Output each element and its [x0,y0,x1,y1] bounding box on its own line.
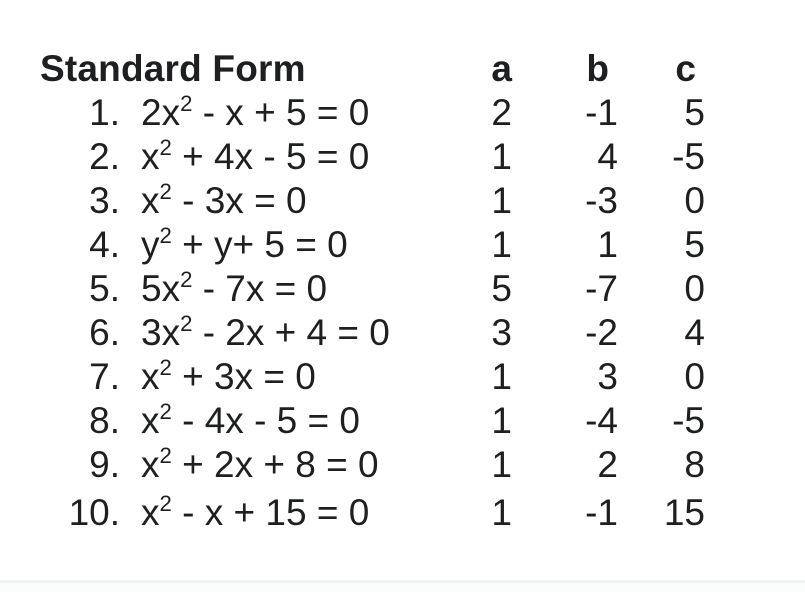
table-row [0,91,805,135]
equation [120,223,450,267]
equation [120,179,450,223]
value-b: -4 [585,400,618,441]
value-a: 2 [491,92,512,133]
row-number: 7. [89,356,120,397]
table-row [0,311,805,355]
equation-exponent: 2 [159,491,172,517]
value-a: 5 [491,268,512,309]
table-row [0,267,805,311]
equation-remainder: + 3x = 0 [171,356,316,397]
equation-remainder: - x + 15 = 0 [171,492,370,533]
row-number: 5. [89,268,120,309]
equation-exponent: 2 [180,267,193,293]
row-number: 3. [89,180,120,221]
value-b: -2 [585,312,618,353]
equation [120,491,450,535]
row-number: 10. [68,492,120,533]
value-b: -1 [585,92,618,133]
equation-coefficient-term: 5x [141,268,181,309]
value-b: -7 [585,268,618,309]
value-b: -3 [585,180,618,221]
table-row [0,443,805,487]
equation-exponent: 2 [159,179,172,205]
value-b: 2 [597,444,618,485]
value-b: 3 [597,356,618,397]
value-c: 8 [684,444,705,485]
value-b: 4 [597,136,618,177]
equation-remainder: - x + 5 = 0 [192,92,370,133]
value-a: 1 [491,400,512,441]
value-c: 0 [684,180,705,221]
row-number: 1. [89,92,120,133]
value-c: 0 [684,356,705,397]
value-a: 1 [491,224,512,265]
value-a: 1 [491,136,512,177]
row-number: 4. [89,224,120,265]
row-number: 2. [89,136,120,177]
equation [120,135,450,179]
equation-remainder: + 2x + 8 = 0 [171,444,379,485]
equation-exponent: 2 [159,443,172,469]
row-number: 9. [89,444,120,485]
table-row [0,399,805,443]
equation-remainder: + y+ 5 = 0 [171,224,348,265]
equation-coefficient-term: x [141,444,160,485]
table-rows [0,91,805,535]
equation-coefficient-term: x [141,492,160,533]
column-header-c: c [675,48,696,89]
table-row [0,135,805,179]
value-c: 5 [684,224,705,265]
equation-exponent: 2 [159,223,172,249]
equation-exponent: 2 [159,355,172,381]
equation-remainder: - 7x = 0 [192,268,328,309]
bottom-strip [0,583,805,592]
value-a: 1 [491,356,512,397]
value-c: -5 [672,400,705,441]
row-number: 8. [89,400,120,441]
row-number: 6. [89,312,120,353]
value-c: 0 [684,268,705,309]
value-a: 1 [491,444,512,485]
value-b: 1 [597,224,618,265]
equation-coefficient-term: x [141,400,160,441]
value-c: 5 [684,92,705,133]
column-header-b: b [586,48,609,89]
equation [120,355,450,399]
equation [120,311,450,355]
table-header-row [0,47,805,91]
table-row [0,491,805,535]
equation [120,443,450,487]
equation-exponent: 2 [159,135,172,161]
equation-exponent: 2 [180,311,193,337]
equation-coefficient-term: 2x [141,92,181,133]
value-a: 3 [491,312,512,353]
equation-coefficient-term: y [141,224,160,265]
table-row [0,355,805,399]
equation-exponent: 2 [180,91,193,117]
column-header-a: a [491,48,512,89]
equation-remainder: - 2x + 4 = 0 [192,312,390,353]
table-row [0,179,805,223]
value-c: 15 [663,492,705,533]
equation [120,267,450,311]
equation-coefficient-term: x [141,180,160,221]
equation-remainder: - 4x - 5 = 0 [171,400,361,441]
column-header-standard-form: Standard Form [40,48,306,89]
value-a: 1 [491,492,512,533]
equation-coefficient-term: 3x [141,312,181,353]
equation-coefficient-term: x [141,136,160,177]
value-a: 1 [491,180,512,221]
equation-exponent: 2 [159,399,172,425]
equation [120,399,450,443]
table-row [0,223,805,267]
value-c: 4 [684,312,705,353]
value-c: -5 [672,136,705,177]
equation [120,91,450,135]
equation-coefficient-term: x [141,356,160,397]
equation-remainder: + 4x - 5 = 0 [171,136,370,177]
equation-remainder: - 3x = 0 [171,180,307,221]
value-b: -1 [585,492,618,533]
